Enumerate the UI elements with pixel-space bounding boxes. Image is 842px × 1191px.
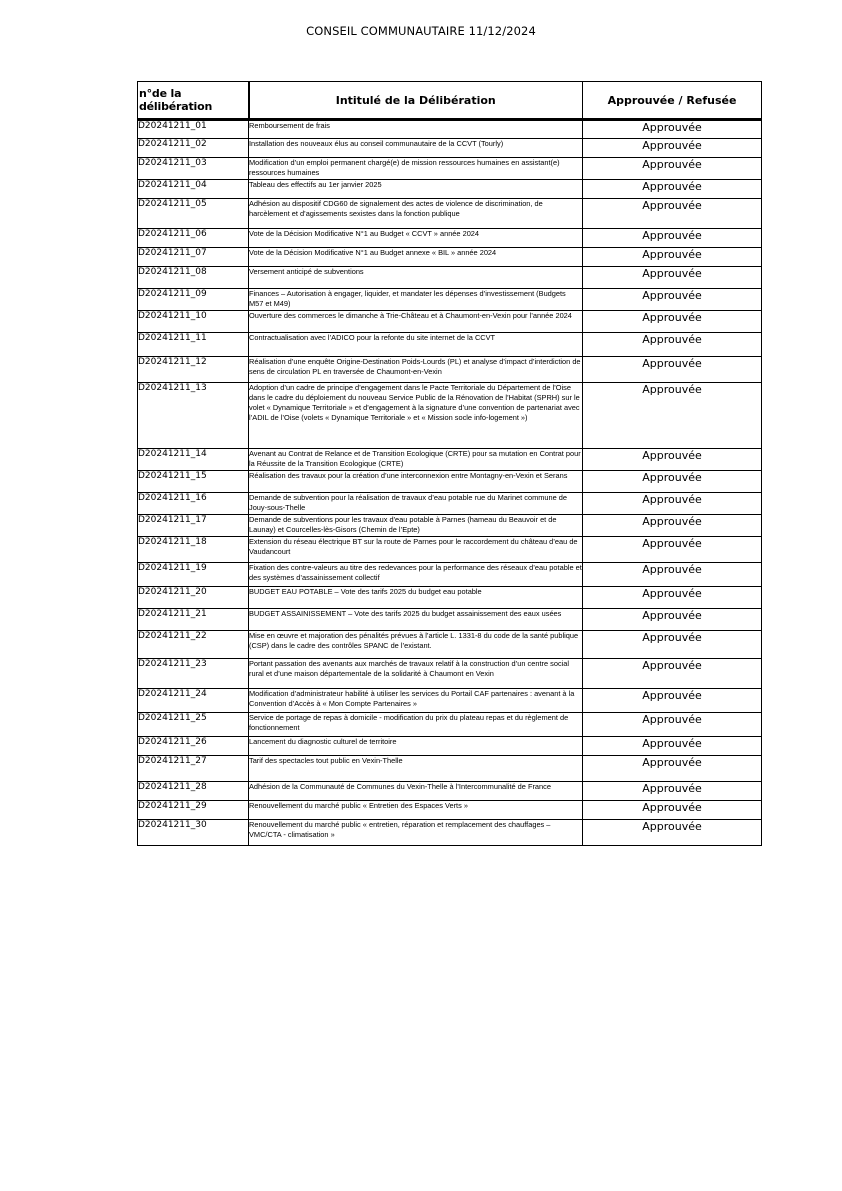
deliberation-title: Remboursement de frais: [249, 120, 583, 139]
deliberation-title: Adhésion au dispositif CDG60 de signalement des actes de violence de discrimination, de harcèlement et d’agissements sexistes dans la fonction publique: [249, 199, 583, 229]
header-status: Approuvée / Refusée: [583, 82, 762, 120]
deliberation-number: D20241211_13: [138, 383, 249, 449]
deliberation-number: D20241211_29: [138, 801, 249, 820]
table-row: [138, 449, 762, 471]
deliberation-status: Approuvée: [583, 120, 762, 139]
deliberation-number: D20241211_26: [138, 737, 249, 756]
deliberation-number: D20241211_12: [138, 357, 249, 383]
table-row: [138, 357, 762, 383]
deliberation-number: D20241211_08: [138, 267, 249, 289]
deliberation-status: Approuvée: [583, 515, 762, 537]
deliberations-table: [137, 81, 762, 846]
page-title: CONSEIL COMMUNAUTAIRE 11/12/2024: [306, 24, 536, 38]
deliberation-number: D20241211_25: [138, 713, 249, 737]
deliberation-status: Approuvée: [583, 587, 762, 609]
deliberation-title: Renouvellement du marché public « entretien, réparation et remplacement des chauffages – VMC/CTA - climatisation »: [249, 820, 583, 846]
table-row: [138, 120, 762, 139]
deliberation-title: Portant passation des avenants aux marchés de travaux relatif à la construction d’un centre social rural et d’une maison départementale de la solidarité à Chaumont en Vexin: [249, 659, 583, 689]
deliberation-number: D20241211_17: [138, 515, 249, 537]
table-row: [138, 587, 762, 609]
table-row: [138, 801, 762, 820]
deliberation-status: Approuvée: [583, 801, 762, 820]
table-row: [138, 537, 762, 563]
deliberation-status: Approuvée: [583, 537, 762, 563]
deliberation-status: Approuvée: [583, 631, 762, 659]
deliberation-title: Demande de subvention pour la réalisation de travaux d’eau potable rue du Marinet commune de Jouy-sous-Thelle: [249, 493, 583, 515]
deliberation-status: Approuvée: [583, 820, 762, 846]
deliberation-number: D20241211_27: [138, 756, 249, 782]
table-row: [138, 139, 762, 158]
deliberation-status: Approuvée: [583, 713, 762, 737]
deliberation-title: Mise en œuvre et majoration des pénalités prévues à l’article L. 1331-8 du code de la santé publique (CSP) dans le cadre des contrôles SPANC de l’existant.: [249, 631, 583, 659]
deliberation-status: Approuvée: [583, 267, 762, 289]
deliberation-status: Approuvée: [583, 609, 762, 631]
table-row: [138, 383, 762, 449]
table-row: [138, 820, 762, 846]
table-row: [138, 158, 762, 180]
deliberation-title: Finances – Autorisation à engager, liquider, et mandater les dépenses d’investissement (Budgets M57 et M49): [249, 289, 583, 311]
deliberation-title: Avenant au Contrat de Relance et de Transition Ecologique (CRTE) pour sa mutation en Contrat pour la Réussite de la Transition Ecologique (CRTE): [249, 449, 583, 471]
deliberation-number: D20241211_01: [138, 120, 249, 139]
deliberation-number: D20241211_30: [138, 820, 249, 846]
table-row: [138, 689, 762, 713]
deliberation-title: Vote de la Décision Modificative N°1 au Budget annexe « BIL » année 2024: [249, 248, 583, 267]
deliberation-number: D20241211_07: [138, 248, 249, 267]
table-body: [138, 120, 762, 846]
deliberation-title: Fixation des contre-valeurs au titre des redevances pour la performance des réseaux d’eau potable et des systèmes d’assainissement collectif: [249, 563, 583, 587]
deliberation-title: Lancement du diagnostic culturel de territoire: [249, 737, 583, 756]
deliberation-title: Vote de la Décision Modificative N°1 au Budget « CCVT » année 2024: [249, 229, 583, 248]
deliberation-status: Approuvée: [583, 689, 762, 713]
deliberation-status: Approuvée: [583, 563, 762, 587]
deliberation-title: Modification d’administrateur habilité à utiliser les services du Portail CAF partenaires : avenant à la Convention d’Accès à « Mon Compte Partenaires »: [249, 689, 583, 713]
deliberation-title: Réalisation d’une enquête Origine-Destination Poids-Lourds (PL) et analyse d’impact d’interdiction de sens de circulation PL en traversée de Chaumont-en-Vexin: [249, 357, 583, 383]
deliberation-status: Approuvée: [583, 449, 762, 471]
deliberation-number: D20241211_20: [138, 587, 249, 609]
table-row: [138, 199, 762, 229]
deliberation-title: BUDGET EAU POTABLE – Vote des tarifs 2025 du budget eau potable: [249, 587, 583, 609]
deliberation-title: Réalisation des travaux pour la création d’une interconnexion entre Montagny-en-Vexin et Serans: [249, 471, 583, 493]
deliberation-number: D20241211_22: [138, 631, 249, 659]
deliberation-number: D20241211_10: [138, 311, 249, 333]
table-row: [138, 289, 762, 311]
table-header-row: [138, 82, 762, 120]
table-row: [138, 267, 762, 289]
deliberation-status: Approuvée: [583, 333, 762, 357]
deliberation-number: D20241211_23: [138, 659, 249, 689]
deliberation-status: Approuvée: [583, 659, 762, 689]
table-row: [138, 493, 762, 515]
deliberation-status: Approuvée: [583, 158, 762, 180]
deliberation-title: Ouverture des commerces le dimanche à Trie-Château et à Chaumont-en-Vexin pour l’année 2024: [249, 311, 583, 333]
deliberation-number: D20241211_14: [138, 449, 249, 471]
deliberation-number: D20241211_15: [138, 471, 249, 493]
deliberation-number: D20241211_06: [138, 229, 249, 248]
deliberation-number: D20241211_02: [138, 139, 249, 158]
table-row: [138, 782, 762, 801]
table-row: [138, 659, 762, 689]
table-row: [138, 756, 762, 782]
table-row: [138, 515, 762, 537]
deliberation-status: Approuvée: [583, 248, 762, 267]
header-title: Intitulé de la Délibération: [249, 82, 583, 120]
deliberation-status: Approuvée: [583, 229, 762, 248]
deliberation-number: D20241211_03: [138, 158, 249, 180]
table-row: [138, 471, 762, 493]
deliberation-status: Approuvée: [583, 493, 762, 515]
deliberation-number: D20241211_19: [138, 563, 249, 587]
deliberation-number: D20241211_24: [138, 689, 249, 713]
deliberation-title: Modification d’un emploi permanent chargé(e) de mission ressources humaines en assistant(e) ressources humaines: [249, 158, 583, 180]
deliberation-title: Service de portage de repas à domicile - modification du prix du plateau repas et du règlement de fonctionnement: [249, 713, 583, 737]
deliberation-status: Approuvée: [583, 782, 762, 801]
table-row: [138, 229, 762, 248]
deliberation-number: D20241211_28: [138, 782, 249, 801]
deliberation-status: Approuvée: [583, 471, 762, 493]
deliberation-title: Adoption d’un cadre de principe d’engagement dans le Pacte Territoriale du Département de l’Oise dans le cadre du déploiement du nouveau Service Public de la Rénovation de l’Habitat (SPRH) sur le volet « Dynamique Territoriale » et d’engagement à la signature d’une convention de partenariat avec l’ADIL de l’Oise (volets « Dynamique Territoriale » et « Mission socle info-logement »): [249, 383, 583, 449]
deliberation-status: Approuvée: [583, 311, 762, 333]
deliberation-title: Demande de subventions pour les travaux d'eau potable à Parnes (hameau du Beauvoir et de Launay) et Courcelles-lès-Gisors (Chemin de l’Epte): [249, 515, 583, 537]
table-row: [138, 737, 762, 756]
deliberation-title: Tarif des spectacles tout public en Vexin-Thelle: [249, 756, 583, 782]
deliberation-title: Extension du réseau électrique BT sur la route de Parnes pour le raccordement du château d’eau de Vaudancourt: [249, 537, 583, 563]
deliberation-status: Approuvée: [583, 737, 762, 756]
deliberation-number: D20241211_16: [138, 493, 249, 515]
deliberation-status: Approuvée: [583, 383, 762, 449]
deliberation-number: D20241211_04: [138, 180, 249, 199]
deliberation-number: D20241211_09: [138, 289, 249, 311]
header-number: n°de la délibération: [138, 82, 249, 120]
deliberation-title: BUDGET ASSAINISSEMENT – Vote des tarifs 2025 du budget assainissement des eaux usées: [249, 609, 583, 631]
deliberation-title: Renouvellement du marché public « Entretien des Espaces Verts »: [249, 801, 583, 820]
table-row: [138, 631, 762, 659]
deliberation-status: Approuvée: [583, 139, 762, 158]
deliberation-number: D20241211_11: [138, 333, 249, 357]
table-row: [138, 311, 762, 333]
deliberation-title: Adhésion de la Communauté de Communes du Vexin-Thelle à l’Intercommunalité de France: [249, 782, 583, 801]
deliberation-status: Approuvée: [583, 289, 762, 311]
deliberation-title: Contractualisation avec l’ADICO pour la refonte du site internet de la CCVT: [249, 333, 583, 357]
table-row: [138, 333, 762, 357]
deliberation-status: Approuvée: [583, 357, 762, 383]
deliberation-status: Approuvée: [583, 756, 762, 782]
deliberation-title: Versement anticipé de subventions: [249, 267, 583, 289]
deliberation-title: Installation des nouveaux élus au conseil communautaire de la CCVT (Tourly): [249, 139, 583, 158]
deliberation-status: Approuvée: [583, 180, 762, 199]
table-row: [138, 248, 762, 267]
deliberation-status: Approuvée: [583, 199, 762, 229]
table-row: [138, 563, 762, 587]
table-row: [138, 713, 762, 737]
deliberation-number: D20241211_21: [138, 609, 249, 631]
deliberation-number: D20241211_18: [138, 537, 249, 563]
table-row: [138, 609, 762, 631]
table-row: [138, 180, 762, 199]
deliberation-title: Tableau des effectifs au 1er janvier 2025: [249, 180, 583, 199]
deliberation-number: D20241211_05: [138, 199, 249, 229]
